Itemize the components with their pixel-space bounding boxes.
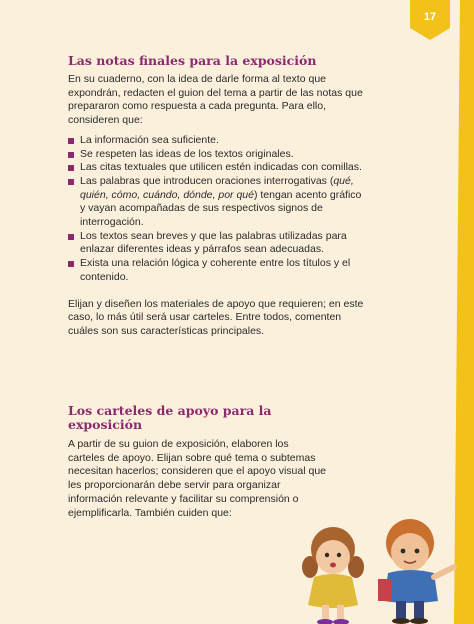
section-paragraph: A partir de su guion de exposición, elaboren los carteles de apoyo. Elijan sobre qué tema o subtemas necesitan hacerlos; consideren que el apoyo visual que les proporcionarán debe servir para organizar información relevante y facilitar su comprensión o ejemplificarla. También cuiden que: bbox=[68, 438, 327, 519]
bullet-square-icon bbox=[68, 261, 74, 267]
list-item bbox=[68, 148, 368, 162]
section-heading: Las notas finales para la exposición bbox=[68, 53, 317, 68]
intro-paragraph: En su cuaderno, con la idea de darle forma al texto que expondrán, redacten el guion del tema a partir de las notas que prepararon como respuesta a cada pregunta. Para ello, consideren que: bbox=[68, 73, 363, 127]
list-item bbox=[68, 161, 368, 175]
list-item-text: La información sea suficiente. bbox=[80, 133, 219, 146]
page-number: 17 bbox=[423, 11, 437, 23]
list-item bbox=[68, 134, 368, 148]
list-item bbox=[68, 257, 368, 284]
closing-paragraph: Elijan y diseñen los materiales de apoyo que requieren; en este caso, lo más útil será usar carteles. Entre todos, comenten cuáles son sus características principales. bbox=[68, 297, 364, 337]
list-item-text: Las citas textuales que utilicen estén indicadas con comillas. bbox=[80, 161, 362, 174]
bullet-square-icon bbox=[68, 152, 74, 158]
section-carteles bbox=[68, 404, 328, 520]
list-item-text: Exista una relación lógica y coherente entre los títulos y el contenido. bbox=[80, 257, 351, 283]
bullet-square-icon bbox=[68, 165, 74, 171]
children-illustration bbox=[292, 505, 462, 624]
section-notas-finales bbox=[68, 54, 368, 339]
bullet-square-icon bbox=[68, 138, 74, 144]
list-item-text-post: ) tengan acento gráfico y vayan acompañadas de sus respectivos signos de interrogación. bbox=[80, 188, 362, 229]
list-item-text: Se respeten las ideas de los textos originales. bbox=[80, 147, 294, 160]
list-item bbox=[68, 175, 368, 230]
list-item-text: Los textos sean breves y que las palabras utilizadas para enlazar diferentes ideas y párrafos sean adecuadas. bbox=[80, 229, 347, 256]
considerations-list bbox=[68, 134, 368, 285]
list-item bbox=[68, 230, 368, 257]
list-item-text-italic: qué, quién, cómo, cuándo, dónde, por qué bbox=[80, 174, 354, 201]
section-heading: Los carteles de apoyo para la exposición bbox=[68, 403, 272, 432]
list-item-text-pre: Las palabras que introducen oraciones interrogativas ( bbox=[80, 174, 334, 187]
bullet-square-icon bbox=[68, 234, 74, 240]
bullet-square-icon bbox=[68, 179, 74, 185]
